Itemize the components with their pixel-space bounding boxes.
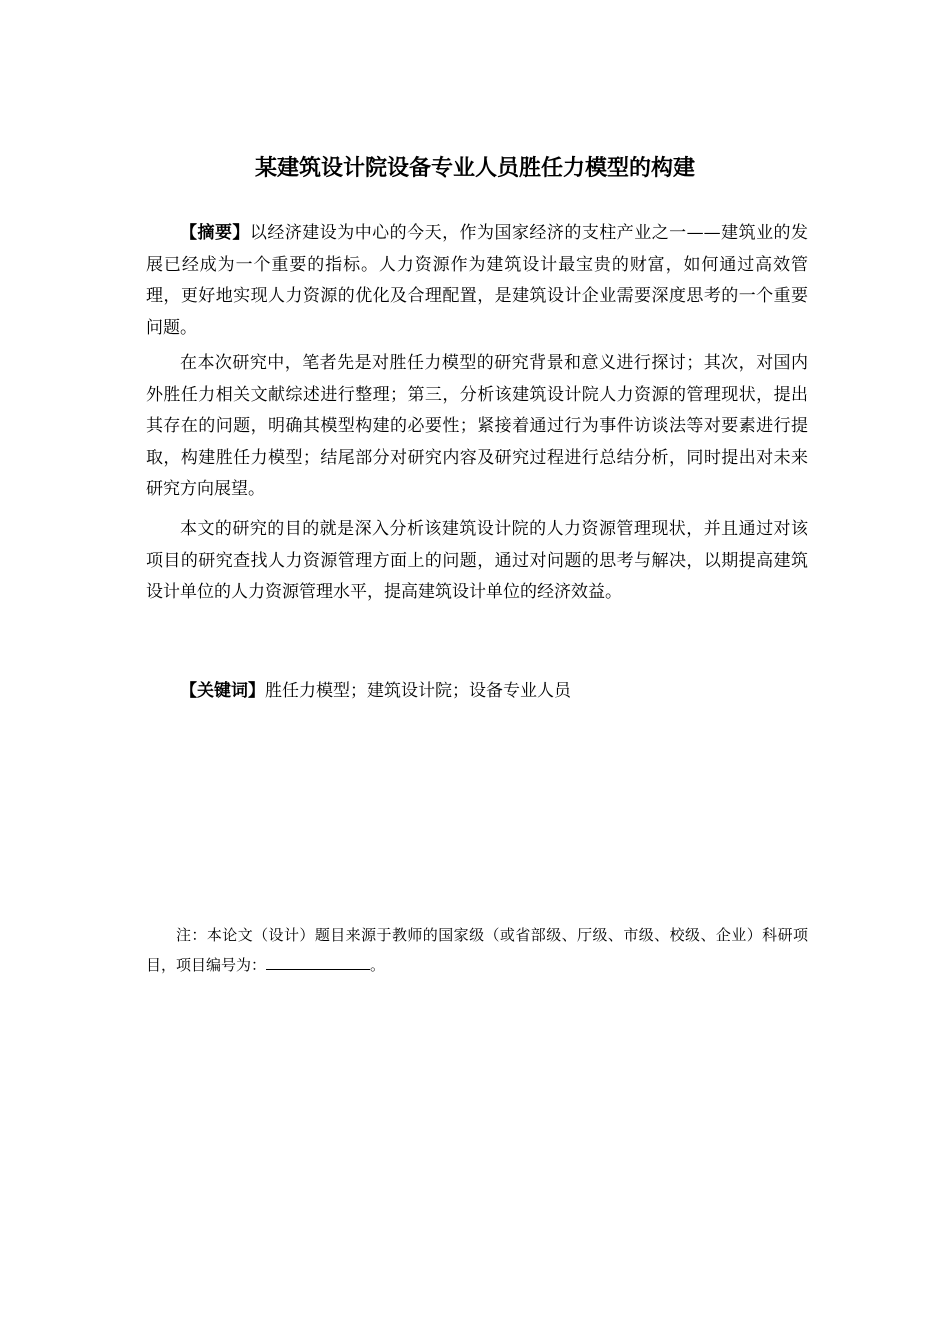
- body-paragraph-2: [146, 514, 808, 609]
- keywords-text: 胜任力模型；建筑设计院；设备专业人员: [265, 681, 571, 701]
- source-note: [146, 920, 808, 980]
- paragraph-text: 在本次研究中，笔者先是对胜任力模型的研究背景和意义进行探讨；其次，对国内外胜任力相关文献综述进行整理；第三，分析该建筑设计院人力资源的管理现状，提出其存在的问题，明确其模型构建的必要性；紧接着通过行为事件访谈法等对要素进行提取，构建胜任力模型；结尾部分对研究内容及研究过程进行总结分析，同时提出对未来研究方向展望。: [146, 353, 808, 499]
- abstract-section: [146, 218, 808, 344]
- abstract-paragraph: [146, 218, 808, 344]
- keywords-section: [146, 676, 808, 708]
- abstract-label: 【摘要】: [180, 223, 250, 243]
- abstract-text: 以经济建设为中心的今天，作为国家经济的支柱产业之一——建筑业的发展已经成为一个重要的指标。人力资源作为建筑设计最宝贵的财富，如何通过高效管理，更好地实现人力资源的优化及合理配置，是建筑设计企业需要深度思考的一个重要问题。: [146, 223, 809, 338]
- document-title: 某建筑设计院设备专业人员胜任力模型的构建: [254, 156, 695, 181]
- paragraph-text: 本文的研究的目的就是深入分析该建筑设计院的人力资源管理现状，并且通过对该项目的研究查找人力资源管理方面上的问题，通过对问题的思考与解决，以期提高建筑设计单位的人力资源管理水平，提高建筑设计单位的经济效益。: [146, 519, 808, 602]
- note-suffix: 。: [370, 956, 386, 974]
- note-paragraph: [146, 920, 808, 980]
- body-paragraph-1: [146, 348, 808, 506]
- note-text: 注：本论文（设计）题目来源于教师的国家级（或省部级、厅级、市级、校级、企业）科研项目，项目编号为：: [146, 926, 808, 974]
- keywords-paragraph: [146, 676, 808, 708]
- project-number-blank: [266, 955, 370, 970]
- keywords-label: 【关键词】: [180, 681, 265, 701]
